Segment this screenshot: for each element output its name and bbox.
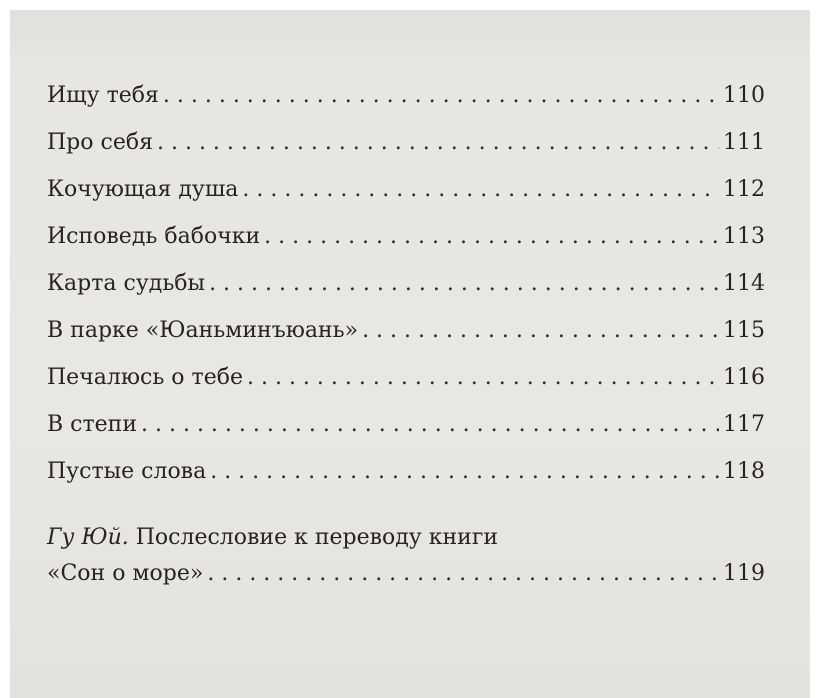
afterword-title-part1: Послесловие к переводу книги [128, 525, 499, 550]
toc-entry [47, 401, 765, 448]
toc-entry-page: 113 [723, 224, 765, 249]
table-of-contents [47, 72, 765, 592]
toc-entry-page: 111 [723, 130, 765, 155]
book-page [10, 10, 810, 698]
toc-entry [47, 119, 765, 166]
dot-leader [242, 166, 719, 213]
toc-entry-title: В степи [47, 412, 137, 437]
dot-leader [141, 401, 719, 448]
dot-leader [209, 260, 719, 307]
toc-entry-page: 115 [723, 318, 765, 343]
toc-entry-page: 110 [723, 83, 765, 108]
dot-leader [163, 72, 719, 119]
toc-entry-page: 114 [723, 271, 765, 296]
dot-leader [157, 119, 719, 166]
toc-entry-title: Ищу тебя [47, 83, 159, 108]
toc-entry [47, 260, 765, 307]
dot-leader [264, 213, 719, 260]
afterword-page: 119 [723, 561, 765, 586]
toc-entry-page: 118 [723, 459, 765, 484]
dot-leader [207, 556, 719, 592]
toc-afterword-entry [47, 520, 765, 592]
dot-leader [362, 307, 719, 354]
toc-entry-title: Пустые слова [47, 459, 207, 484]
afterword-author: Гу Юй. [47, 525, 129, 550]
toc-entry-page: 117 [723, 412, 765, 437]
toc-entry [47, 448, 765, 495]
afterword-heading-line [47, 520, 765, 556]
toc-entry [47, 166, 765, 213]
toc-entry-page: 116 [723, 365, 765, 390]
toc-entry-title: В парке «Юаньминъюань» [47, 318, 359, 343]
toc-entry-title: Исповедь бабочки [47, 224, 261, 249]
toc-entry-title: Печалюсь о тебе [47, 365, 243, 390]
afterword-title-part2: «Сон о море» [47, 561, 204, 586]
toc-entry [47, 72, 765, 119]
toc-entry-title: Карта судьбы [47, 271, 206, 296]
toc-entry [47, 213, 765, 260]
dot-leader [247, 354, 719, 401]
toc-entry-title: Кочующая душа [47, 177, 239, 202]
toc-entry-title: Про себя [47, 130, 153, 155]
toc-entry [47, 354, 765, 401]
dot-leader [210, 448, 719, 495]
afterword-title-line [47, 556, 765, 592]
toc-entry [47, 307, 765, 354]
toc-entry-page: 112 [723, 177, 765, 202]
